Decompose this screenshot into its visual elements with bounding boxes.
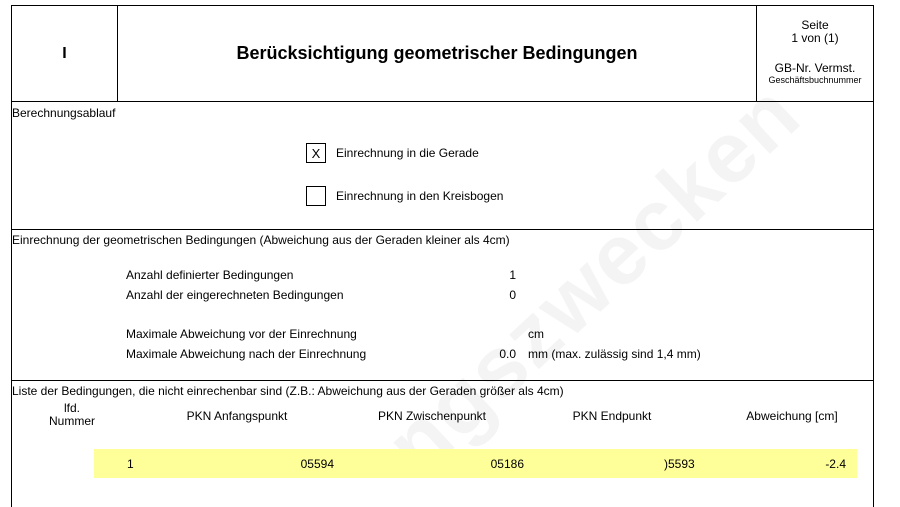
- col-header-deviation: Abweichung [cm]: [746, 409, 838, 423]
- col-header-number-line2: Nummer: [48, 414, 95, 428]
- col-header-start: PKN Anfangspunkt: [186, 409, 288, 423]
- row-mid-point: 05186: [490, 457, 524, 471]
- straight-line-label: Einrechnung in die Gerade: [336, 146, 479, 160]
- page-label: Seite: [801, 18, 829, 32]
- geo-section-title: Einrechnung der geometrischen Bedingungen (Abweichung aus der Geraden kleiner als 4cm): [12, 233, 510, 247]
- max-before-unit: cm: [528, 327, 544, 341]
- section-divider: [12, 380, 873, 381]
- straight-line-checkbox[interactable]: X: [306, 143, 326, 163]
- page-info: [757, 6, 873, 101]
- row-deviation: -2.4: [825, 457, 846, 471]
- row-start-point: 05594: [300, 457, 334, 471]
- col-header-end: PKN Endpunkt: [572, 409, 652, 423]
- page-number: 1 von (1): [791, 31, 839, 45]
- document-frame: [11, 5, 874, 507]
- section-divider: [12, 229, 873, 230]
- row-number: 1: [127, 457, 134, 471]
- included-conditions-value: 0: [509, 288, 516, 302]
- defined-conditions-value: 1: [509, 268, 516, 282]
- option-straight-line[interactable]: [306, 143, 479, 163]
- max-after-label: Maximale Abweichung nach der Einrechnung: [126, 347, 367, 361]
- included-conditions-label: Anzahl der eingerechneten Bedingungen: [126, 288, 344, 302]
- col-header-number-line1: lfd.: [63, 401, 80, 415]
- max-before-label: Maximale Abweichung vor der Einrechnung: [126, 327, 357, 341]
- page-title: Berücksichtigung geometrischer Bedingungen: [118, 6, 757, 101]
- gb-number-sublabel: Geschäftsbuchnummer: [768, 75, 862, 85]
- defined-conditions-label: Anzahl definierter Bedingungen: [126, 268, 294, 282]
- section-number: I: [12, 6, 118, 101]
- col-header-mid: PKN Zwischenpunkt: [377, 409, 487, 423]
- calc-section-title: Berechnungsablauf: [12, 106, 116, 120]
- table-row[interactable]: [94, 449, 857, 478]
- max-after-unit: mm (max. zulässig sind 1,4 mm): [528, 347, 701, 361]
- circular-arc-checkbox[interactable]: [306, 186, 326, 206]
- col-header-number: [42, 402, 102, 428]
- row-end-point: )5593: [664, 457, 695, 471]
- circular-arc-label: Einrechnung in den Kreisbogen: [336, 189, 504, 203]
- option-circular-arc[interactable]: [306, 186, 503, 206]
- document-header: [12, 6, 873, 102]
- gb-number-label: GB-Nr. Vermst.: [774, 61, 856, 75]
- max-after-value: 0.0: [499, 347, 516, 361]
- list-section-title: Liste der Bedingungen, die nicht einrechenbar sind (Z.B.: Abweichung aus der Geraden größer als 4cm): [12, 384, 564, 398]
